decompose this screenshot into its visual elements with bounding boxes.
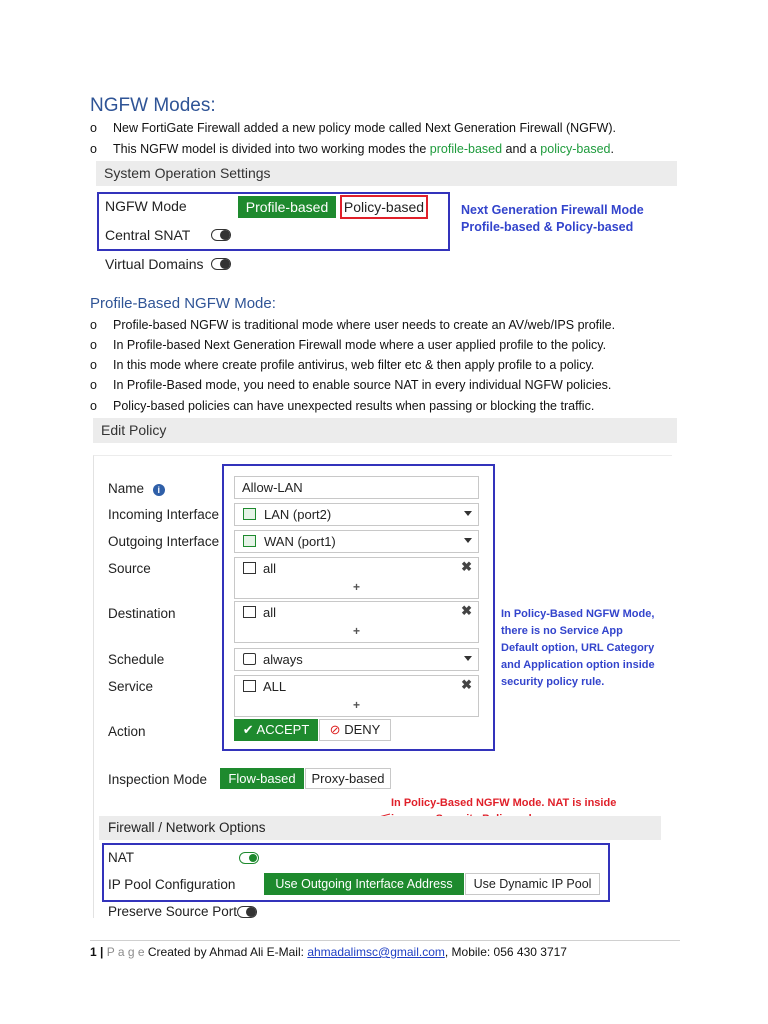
central-snat-label: Central SNAT bbox=[105, 227, 191, 243]
email-link[interactable]: ahmadalimsc@gmail.com bbox=[307, 945, 445, 959]
source-label: Source bbox=[108, 561, 151, 576]
firewall-options-title: Firewall / Network Options bbox=[108, 820, 266, 835]
incoming-interface-label: Incoming Interface bbox=[108, 507, 220, 522]
action-label: Action bbox=[108, 724, 146, 739]
page-heading: NGFW Modes: bbox=[90, 95, 216, 116]
service-icon bbox=[243, 680, 256, 692]
profile-section-heading: Profile-Based NGFW Mode: bbox=[90, 295, 276, 312]
ngfw-mode-label: NGFW Mode bbox=[105, 198, 187, 214]
check-icon: ✔ bbox=[242, 722, 254, 737]
virtual-domains-toggle[interactable] bbox=[211, 258, 231, 270]
profile-bullet: o In Profile-Based mode, you need to enable source NAT in every individual NGFW policies. bbox=[90, 378, 612, 392]
system-operation-title: System Operation Settings bbox=[104, 165, 271, 181]
virtual-domains-label: Virtual Domains bbox=[105, 256, 204, 272]
profile-bullet: o In this mode where create profile antivirus, web filter etc & then apply profile to a policy. bbox=[90, 358, 595, 372]
intro-bullet-1: o New FortiGate Firewall added a new policy mode called Next Generation Firewall (NGFW). bbox=[90, 121, 616, 135]
nat-toggle[interactable] bbox=[239, 852, 259, 864]
use-outgoing-interface-button[interactable]: Use Outgoing Interface Address bbox=[264, 873, 464, 895]
service-field[interactable]: ALL ✖ + bbox=[234, 675, 479, 717]
outgoing-interface-select[interactable]: WAN (port1) bbox=[234, 530, 479, 553]
flow-based-button[interactable]: Flow-based bbox=[220, 768, 304, 789]
remove-icon[interactable]: ✖ bbox=[461, 559, 472, 574]
schedule-select[interactable]: always bbox=[234, 648, 479, 671]
outgoing-interface-label: Outgoing Interface bbox=[108, 534, 220, 549]
nat-label: NAT bbox=[108, 850, 134, 865]
source-field[interactable]: all ✖ + bbox=[234, 557, 479, 599]
name-input[interactable]: Allow-LAN bbox=[234, 476, 479, 499]
intro-bullet-2: o This NGFW model is divided into two working modes the profile-based and a policy-based. bbox=[90, 142, 614, 156]
add-icon[interactable]: + bbox=[352, 580, 360, 594]
chevron-down-icon bbox=[464, 656, 472, 661]
accept-button[interactable]: ✔ ACCEPT bbox=[234, 719, 318, 741]
nat-note: In Policy-Based NGFW Mode. NAT is inside bbox=[391, 797, 617, 809]
bullet-marker: o bbox=[90, 142, 97, 156]
service-label: Service bbox=[108, 679, 154, 694]
deny-button[interactable]: ⊘ DENY bbox=[319, 719, 391, 741]
ip-pool-label: IP Pool Configuration bbox=[108, 877, 236, 892]
network-port-icon bbox=[243, 508, 256, 520]
proxy-based-button[interactable]: Proxy-based bbox=[305, 768, 391, 789]
schedule-label: Schedule bbox=[108, 652, 165, 667]
deny-icon: ⊘ bbox=[329, 722, 341, 737]
profile-bullet: o Profile-based NGFW is traditional mode where user needs to create an AV/web/IPS profile. bbox=[90, 318, 616, 332]
profile-based-button[interactable]: Profile-based bbox=[238, 196, 336, 218]
chevron-down-icon bbox=[464, 538, 472, 543]
preserve-source-port-label: Preserve Source Port bbox=[108, 904, 238, 919]
address-icon bbox=[243, 606, 256, 618]
clock-icon bbox=[243, 653, 256, 665]
remove-icon[interactable]: ✖ bbox=[461, 677, 472, 692]
add-icon[interactable]: + bbox=[352, 698, 360, 712]
profile-bullet: o Policy-based policies can have unexpected results when passing or blocking the traffic. bbox=[90, 399, 595, 413]
policy-based-button[interactable]: Policy-based bbox=[340, 195, 428, 219]
name-label: Name i bbox=[108, 481, 165, 496]
preserve-source-port-toggle[interactable] bbox=[237, 906, 257, 918]
destination-label: Destination bbox=[108, 606, 176, 621]
use-dynamic-ip-pool-button[interactable]: Use Dynamic IP Pool bbox=[465, 873, 600, 895]
destination-field[interactable]: all ✖ + bbox=[234, 601, 479, 643]
footer: 1 | P a g e Created by Ahmad Ali E-Mail: ahmadalimsc@gmail.com, Mobile: 056 430 3717 bbox=[90, 945, 567, 959]
ngfw-mode-annotation: Next Generation Firewall Mode Profile-based & Policy-based bbox=[461, 203, 644, 234]
remove-icon[interactable]: ✖ bbox=[461, 603, 472, 618]
profile-bullet: o In Profile-based Next Generation Firewall mode where a user applied profile to the policy. bbox=[90, 338, 607, 352]
chevron-down-icon bbox=[464, 511, 472, 516]
info-icon: i bbox=[153, 484, 165, 496]
central-snat-toggle[interactable] bbox=[211, 229, 231, 241]
network-port-icon bbox=[243, 535, 256, 547]
footer-rule bbox=[90, 940, 680, 941]
bullet-marker: o bbox=[90, 121, 97, 135]
incoming-interface-select[interactable]: LAN (port2) bbox=[234, 503, 479, 526]
edit-policy-title: Edit Policy bbox=[101, 422, 167, 438]
edit-policy-header bbox=[93, 418, 677, 443]
inspection-mode-label: Inspection Mode bbox=[108, 772, 208, 787]
address-icon bbox=[243, 562, 256, 574]
add-icon[interactable]: + bbox=[352, 624, 360, 638]
policy-mode-note: In Policy-Based NGFW Mode, there is no Service App Default option, URL Category and Application option inside security policy rule. bbox=[501, 608, 655, 688]
